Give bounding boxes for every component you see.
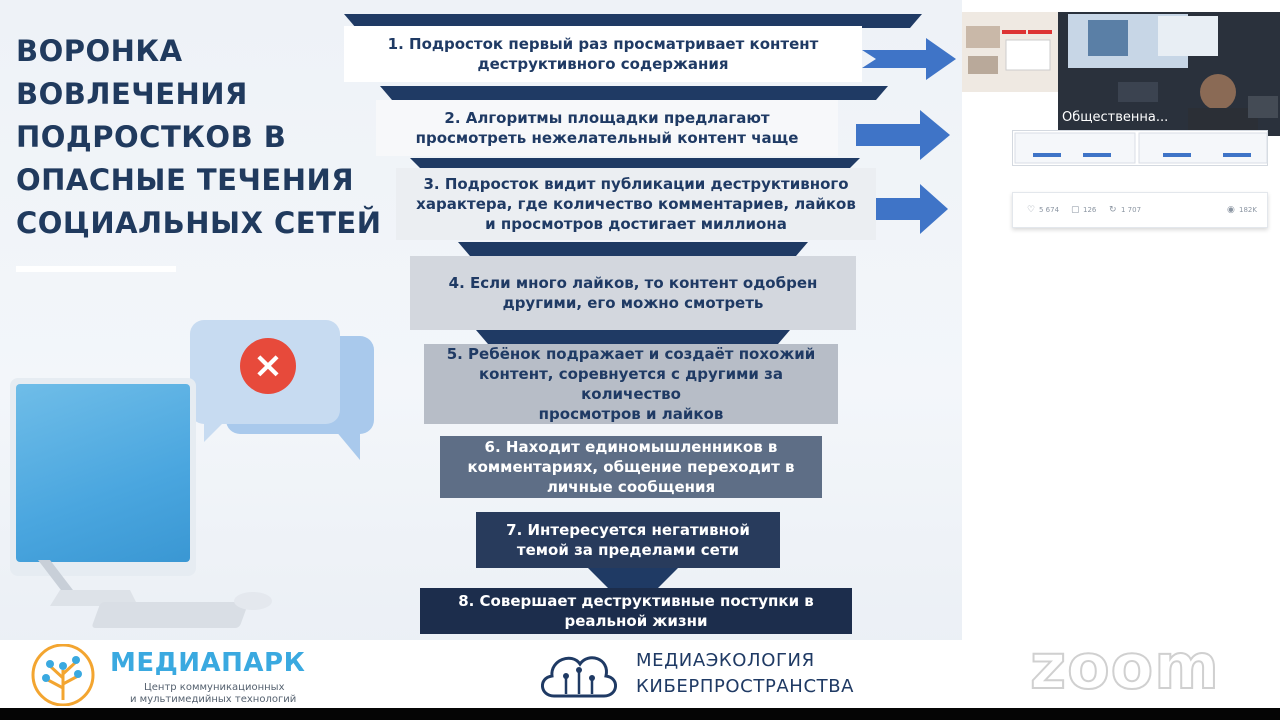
slide-title-line: ВОРОНКА	[16, 34, 183, 68]
funnel-step-text: 1. Подросток первый раз просматривает контент деструктивного содержания	[387, 35, 819, 73]
shared-screen-thumbnail[interactable]	[962, 12, 1060, 92]
slide-title-line: ОПАСНЫЕ ТЕЧЕНИЯ	[16, 163, 355, 197]
funnel-band	[476, 330, 790, 344]
webpage-thumbnail	[1012, 130, 1268, 166]
arrow-right-icon	[876, 184, 950, 234]
title-underline	[16, 266, 176, 272]
views-icon: ◉	[1227, 205, 1235, 215]
funnel-step	[440, 436, 822, 498]
funnel-band	[588, 568, 678, 588]
funnel-step	[396, 168, 876, 240]
funnel-step	[344, 26, 862, 82]
chat-bubble-tail	[330, 424, 360, 460]
funnel-band	[458, 242, 808, 256]
funnel-step-text: 2. Алгоритмы площадки предлагают просмотреть нежелательный контент чаще	[415, 109, 799, 147]
mediapark-logo-text: МЕДИАПАРК	[110, 648, 306, 678]
chat-bubble-tail	[204, 420, 226, 442]
x-circle-icon: ×	[240, 338, 296, 394]
heart-icon: ♡	[1027, 205, 1036, 215]
slide-title	[16, 30, 382, 245]
comments-count: 126	[1083, 206, 1097, 214]
shares-count: 1 707	[1121, 206, 1142, 214]
funnel-step-text: 8. Совершает деструктивные поступки в реальной жизни	[458, 592, 814, 630]
mediapark-subtitle: и мультимедийных технологий	[130, 694, 297, 705]
funnel-step-text: 6. Находит единомышленников в комментариях, общение переходит в личные сообщения	[467, 438, 795, 496]
window-bottom-bar	[0, 708, 1280, 720]
funnel-band	[380, 86, 888, 100]
monitor-icon	[10, 378, 196, 576]
funnel-step	[376, 100, 838, 156]
share-icon: ↻	[1109, 205, 1117, 215]
likes-count: 5 674	[1039, 206, 1060, 214]
mouse-icon	[234, 592, 272, 610]
funnel-step	[410, 256, 856, 330]
slide-title-line: ПОДРОСТКОВ В	[16, 120, 287, 154]
thumbnail-preview	[962, 12, 1060, 92]
mediaecology-logo-text: КИБЕРПРОСТРАНСТВА	[636, 676, 855, 697]
slide-title-line: СОЦИАЛЬНЫХ СЕТЕЙ	[16, 206, 382, 240]
funnel-step-text: 7. Интересуется негативной темой за пределами сети	[506, 521, 750, 559]
keyboard-icon	[91, 602, 248, 628]
arrow-right-icon	[862, 38, 958, 80]
mediapark-subtitle: Центр коммуникационных	[144, 682, 285, 693]
tree-logo-icon	[28, 644, 98, 706]
cloud-network-icon	[536, 646, 622, 702]
mediaecology-logo-text: МЕДИАЭКОЛОГИЯ	[636, 650, 815, 671]
funnel-step	[424, 344, 838, 424]
zoom-watermark: zoom	[1030, 630, 1220, 703]
monitor-screen	[16, 384, 190, 562]
views-count: 182K	[1239, 206, 1257, 214]
slide-title-line: ВОВЛЕЧЕНИЯ	[16, 77, 248, 111]
funnel-step	[476, 512, 780, 568]
funnel-step-text: 4. Если много лайков, то контент одобрен другими, его можно смотреть	[448, 274, 818, 312]
participant-name: Общественна...	[1062, 110, 1169, 125]
funnel-step-text: 3. Подросток видит публикации деструктивного характера, где количество комментариев, лайков и просмотров достигает миллиона	[416, 175, 856, 233]
comment-icon: ▢	[1071, 205, 1080, 215]
arrow-right-icon	[856, 110, 952, 160]
social-stats-bar	[1012, 192, 1268, 228]
funnel-step	[420, 588, 852, 634]
funnel-step-text: 5. Ребёнок подражает и создаёт похожий контент, соревнуется с другими за количество просмотров и лайков	[446, 345, 816, 423]
